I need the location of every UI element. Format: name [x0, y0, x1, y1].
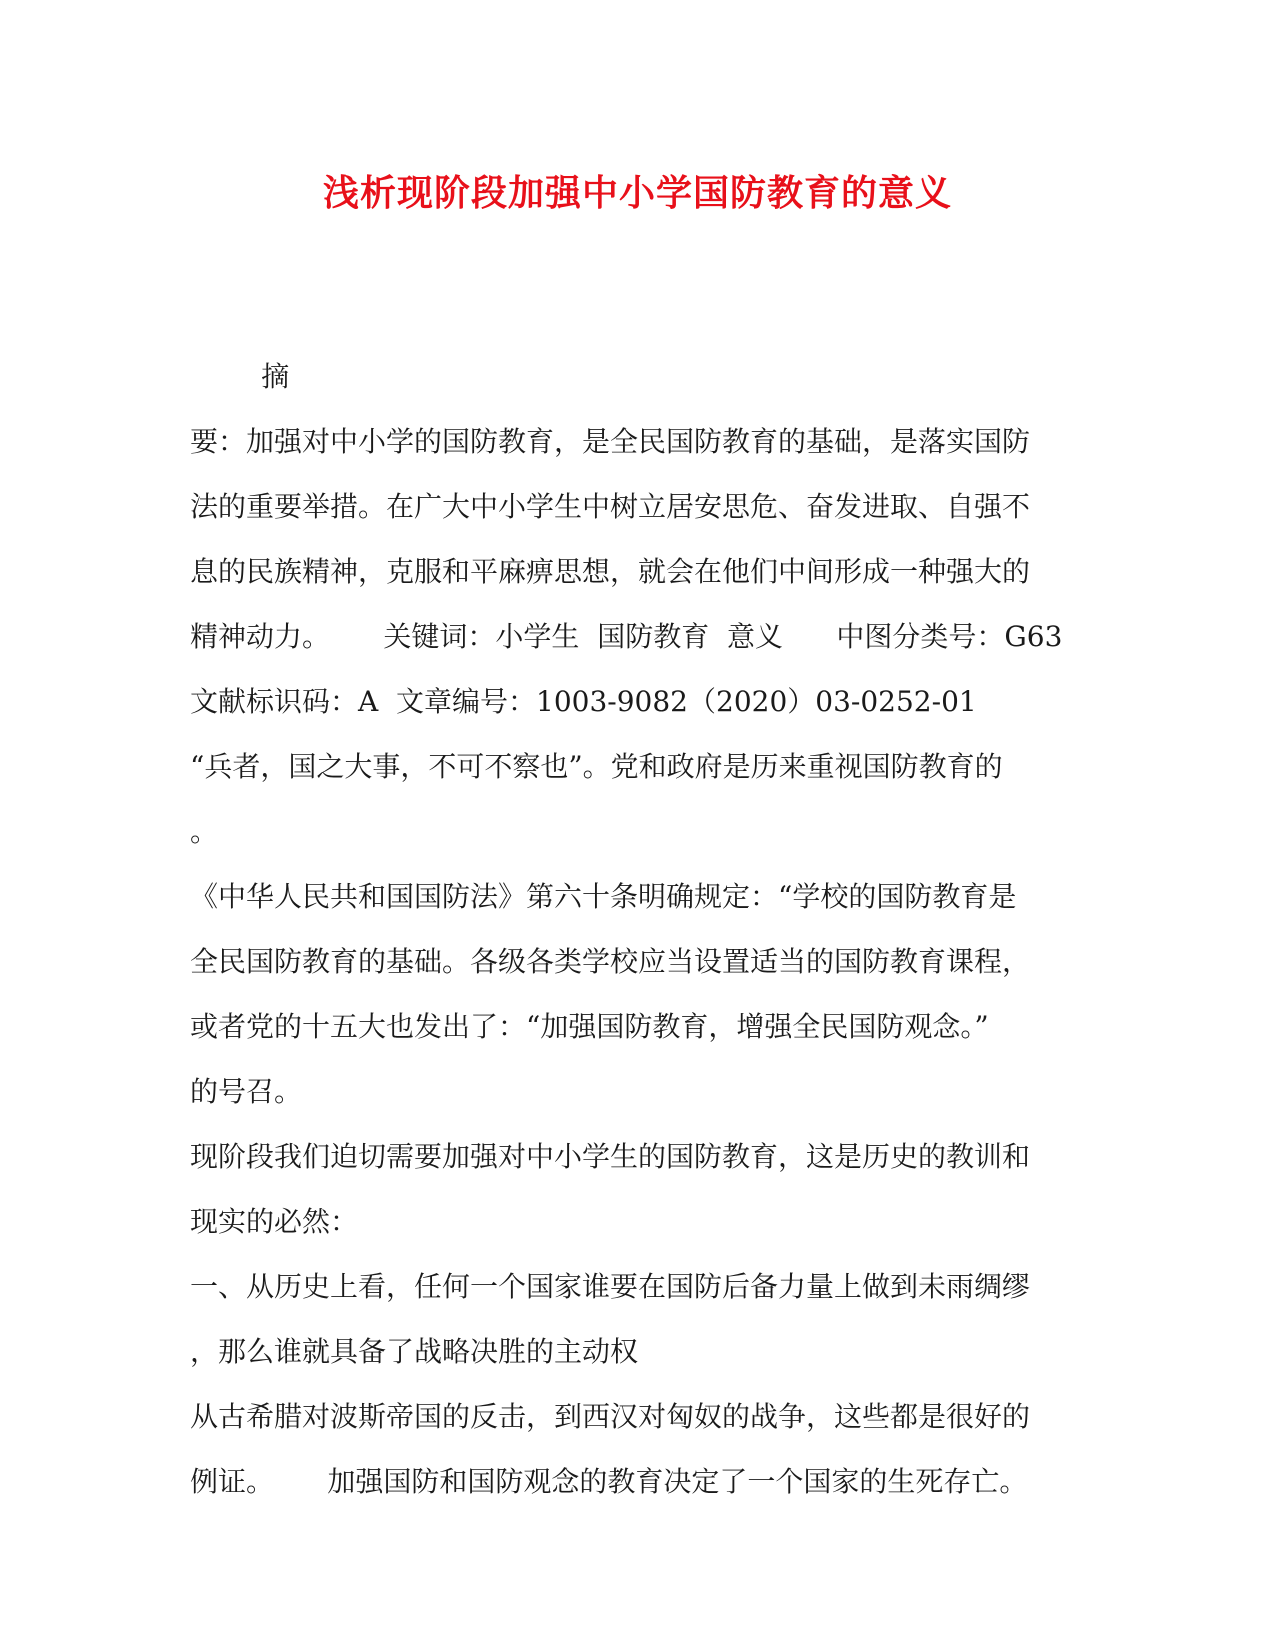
- text-line: 息的民族精神，克服和平麻痹思想，就会在他们中间形成一种强大的: [190, 555, 1031, 588]
- text-line: 从古希腊对波斯帝国的反击，到西汉对匈奴的战争，这些都是很好的: [190, 1400, 1031, 1433]
- text-line: 一、从历史上看，任何一个国家谁要在国防后备力量上做到未雨绸缪: [190, 1270, 1031, 1303]
- text-line: 《中华人民共和国国防法》第六十条明确规定：“学校的国防教育是: [190, 880, 1017, 913]
- text-line: 例证。 加强国防和国防观念的教育决定了一个国家的生死存亡。: [190, 1465, 1028, 1498]
- text-line: ，那么谁就具备了战略决胜的主动权: [190, 1335, 639, 1368]
- text-line: 。: [190, 815, 219, 848]
- text-line: “兵者，国之大事，不可不察也”。党和政府是历来重视国防教育的: [190, 750, 1003, 783]
- text-line: 法的重要举措。在广大中小学生中树立居安思危、奋发进取、自强不: [190, 490, 1031, 523]
- document-title: 浅析现阶段加强中小学国防教育的意义: [322, 173, 952, 214]
- text-line: 或者党的十五大也发出了：“加强国防教育，增强全民国防观念。”: [190, 1010, 989, 1043]
- text-line: 精神动力。 关键词：小学生 国防教育 意义 中图分类号：G63: [190, 620, 1063, 653]
- text-line: 全民国防教育的基础。各级各类学校应当设置适当的国防教育课程，: [190, 945, 1031, 978]
- text-line: 文献标识码：A 文章编号：1003-9082（2020）03-0252-01: [190, 685, 977, 718]
- text-line: 现实的必然：: [190, 1205, 359, 1238]
- text-line: 要：加强对中小学的国防教育，是全民国防教育的基础，是落实国防: [190, 425, 1031, 458]
- text-line: 摘: [190, 360, 290, 393]
- text-line: 的号召。: [190, 1075, 303, 1108]
- document-body: [190, 344, 1090, 1514]
- text-line: 现阶段我们迫切需要加强对中小学生的国防教育，这是历史的教训和: [190, 1140, 1031, 1173]
